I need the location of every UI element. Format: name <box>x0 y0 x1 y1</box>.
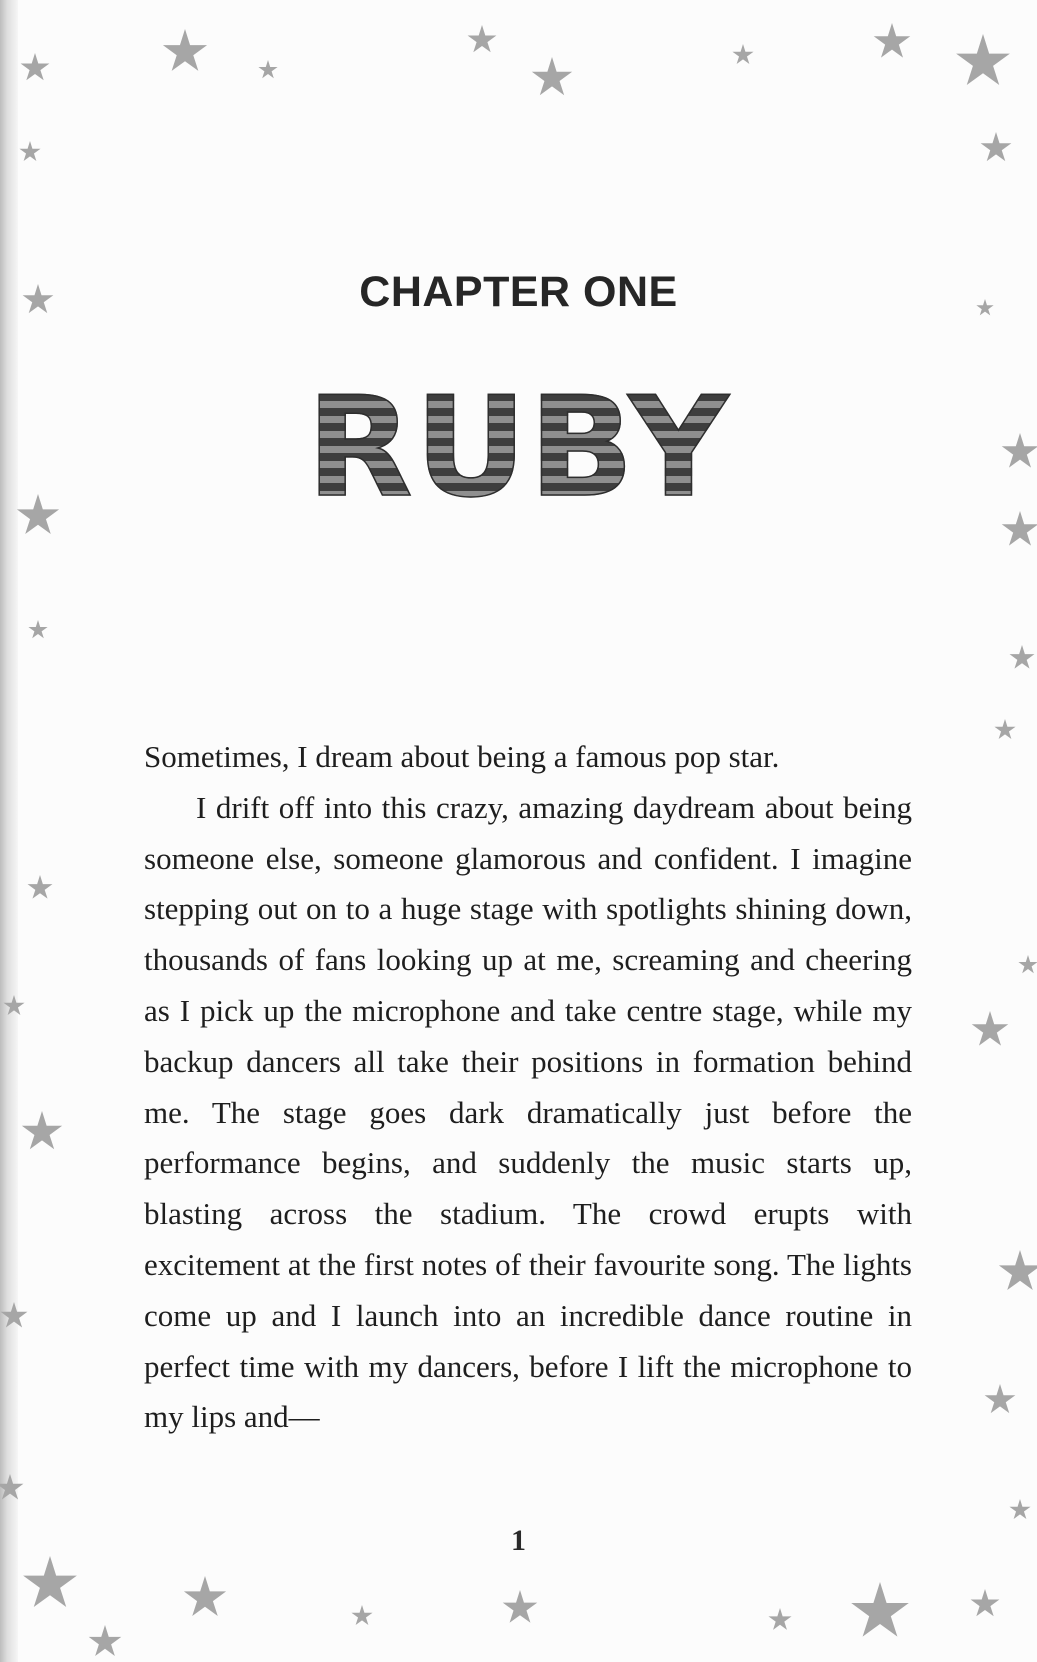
star-icon <box>971 1011 1009 1049</box>
star-icon <box>88 1625 122 1659</box>
page-number: 1 <box>511 1524 526 1557</box>
star-icon <box>732 44 754 66</box>
star-icon <box>258 60 278 80</box>
star-icon <box>531 57 573 99</box>
star-icon <box>1009 1499 1031 1521</box>
star-icon <box>1009 645 1035 671</box>
star-icon <box>768 1608 792 1632</box>
star-icon <box>994 719 1016 741</box>
star-icon <box>955 34 1011 90</box>
star-icon <box>28 620 48 640</box>
paragraph: I drift off into this crazy, amazing daydream about being someone else, someone glamorous and confident. I imagine stepping out on to a huge stage with spotlights shining down, thousands of fans looking up at me, screaming and cheering as I pick up the microphone and take centre stage, while my backup dancers all take their positions in formation behind me. The stage goes dark dramatically just before the performance begins, and suddenly the music starts up, blasting across the stadium. The crowd erupts with excitement at the first notes of their favourite song. The lights come up and I launch into an incredible dance routine in perfect time with my dancers, before I lift the microphone to my lips and— <box>144 789 912 1435</box>
star-icon <box>467 25 497 55</box>
chapter-title: RUBY <box>0 378 1037 518</box>
star-icon <box>27 875 53 901</box>
chapter-heading: CHAPTER ONE <box>359 268 678 316</box>
star-icon <box>502 1590 538 1626</box>
star-icon <box>1018 955 1037 975</box>
star-icon <box>22 1556 78 1612</box>
star-icon <box>970 1589 1000 1619</box>
star-icon <box>19 141 41 163</box>
chapter-body <box>144 732 912 1443</box>
star-icon <box>162 29 208 75</box>
star-icon <box>20 53 50 83</box>
page-binding-edge <box>0 0 18 1662</box>
paragraph: Sometimes, I dream about being a famous pop star. <box>144 739 780 774</box>
star-icon <box>850 1582 910 1642</box>
star-icon <box>984 1384 1016 1416</box>
star-icon <box>21 1111 63 1153</box>
star-icon <box>351 1605 373 1627</box>
star-icon <box>998 1250 1037 1294</box>
star-icon <box>980 132 1012 164</box>
star-icon <box>183 1576 227 1620</box>
star-icon <box>873 23 911 61</box>
